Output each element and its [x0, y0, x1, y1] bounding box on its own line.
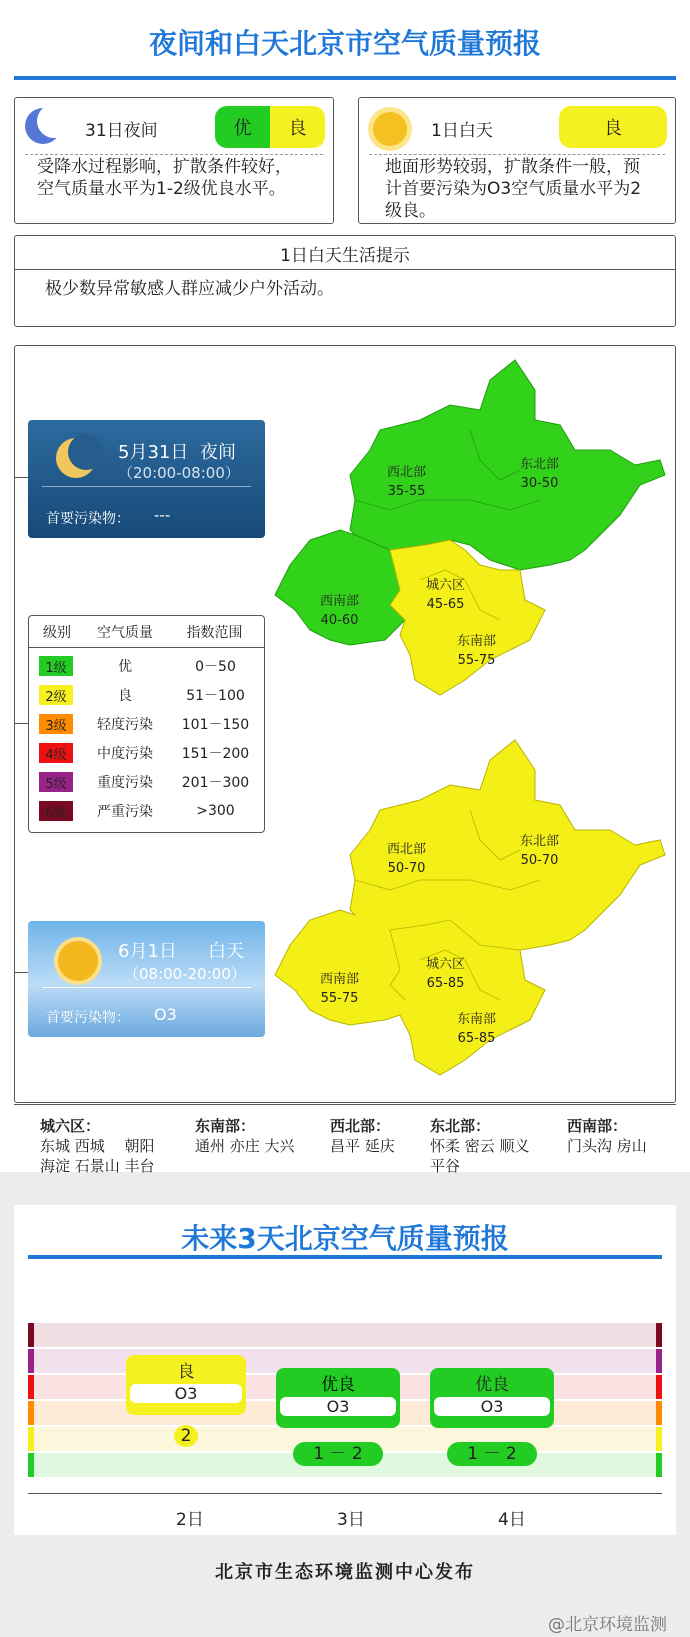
x-label-4: 4日	[498, 1510, 526, 1530]
legend-level-swatch: 4级	[39, 743, 73, 763]
day2-quality: 良	[177, 1362, 195, 1382]
weibo-watermark: @北京环境监测	[548, 1615, 667, 1635]
night-pollutant-label: 首要污染物：	[46, 511, 130, 527]
legend-level-swatch: 3级	[39, 714, 73, 734]
day-day-label: 1日白天	[431, 121, 493, 141]
forecast-day-4	[430, 1368, 554, 1466]
region-northeast: 东北部： 怀柔 密云 顺义 平谷	[430, 1117, 530, 1175]
day4-pollutant: O3	[434, 1397, 550, 1416]
legend-range: 51－100	[186, 688, 245, 704]
x-label-2: 2日	[176, 1510, 204, 1530]
legend-header-level: 级别	[43, 624, 71, 641]
forecast-day-3	[276, 1368, 400, 1466]
region-city: 城六区： 东城 西城 朝阳 海淀 石景山 丰台	[40, 1117, 155, 1175]
night-label-northwest: 西北部 35-55	[387, 465, 427, 499]
tips-text: 极少数异常敏感人群应减少户外活动。	[45, 279, 334, 299]
day4-level: 1 － 2	[447, 1442, 537, 1466]
night-level-pill	[215, 106, 325, 148]
legend-level-swatch: 1级	[39, 656, 73, 676]
night-label-city: 城六区 45-65	[426, 578, 466, 612]
legend-level-swatch: 2级	[39, 685, 73, 705]
day-summary-text: 地面形势较弱，扩散条件一般，预计首要污染为O3空气质量水平为2级良。	[385, 157, 642, 221]
day-label-southwest: 西南部 55-75	[320, 972, 360, 1006]
tick	[14, 477, 28, 478]
region-southwest: 西南部： 门头沟 房山	[567, 1117, 647, 1155]
page-title: 夜间和白天北京市空气质量预报	[148, 27, 541, 60]
x-axis	[28, 1493, 662, 1494]
night-label-southeast: 东南部 55-75	[457, 634, 497, 668]
x-label-3: 3日	[337, 1510, 365, 1530]
legend-range: 151－200	[181, 746, 250, 762]
legend-range: 201－300	[181, 775, 250, 791]
day-panel-time: （08:00-20:00）	[124, 965, 246, 983]
sun-icon	[373, 112, 407, 146]
region-southeast: 东南部： 通州 亦庄 大兴	[195, 1117, 295, 1155]
legend-row	[29, 739, 266, 767]
day-panel-date: 6月1日	[118, 941, 177, 962]
card-divider	[369, 154, 665, 155]
day-label-northeast: 东北部 50-70	[520, 834, 560, 868]
region-northwest: 西北部： 昌平 延庆	[330, 1117, 395, 1155]
day2-level: 2	[174, 1425, 198, 1447]
night-period-panel	[28, 420, 265, 538]
day-label-southeast: 东南部 65-85	[457, 1012, 497, 1046]
aqi-band-6	[28, 1323, 662, 1347]
night-day-label: 31日夜间	[85, 121, 158, 141]
sun-icon	[58, 941, 98, 981]
day-label-city: 城六区 65-85	[426, 957, 466, 991]
legend-quality: 中度污染	[97, 746, 153, 762]
day-level-pill	[559, 106, 667, 148]
night-summary-card	[14, 97, 334, 224]
day-panel-period: 白天	[208, 941, 244, 962]
night-panel-date: 5月31日	[118, 442, 189, 463]
night-label-southwest: 西南部 40-60	[320, 594, 360, 628]
day-period-panel	[28, 921, 265, 1037]
forecast-day-2	[126, 1355, 246, 1447]
day-label-northwest: 西北部 50-70	[387, 842, 427, 876]
day2-pollutant: O3	[130, 1384, 242, 1403]
forecast-card	[14, 1205, 676, 1535]
map-area-divider	[14, 1104, 676, 1105]
night-panel-time: （20:00-08:00）	[118, 464, 240, 482]
legend-quality: 良	[118, 688, 132, 704]
tick	[14, 972, 28, 973]
level-good: 良	[270, 106, 325, 148]
day-pollutant-label: 首要污染物：	[46, 1010, 130, 1026]
night-label-northeast: 东北部 30-50	[520, 457, 560, 491]
day3-pollutant: O3	[280, 1397, 396, 1416]
legend-row	[29, 652, 266, 680]
legend-level-swatch: 6级	[39, 801, 73, 821]
tick	[14, 723, 28, 724]
tips-title: 1日白天生活提示	[280, 246, 410, 266]
legend-quality: 轻度污染	[97, 717, 153, 733]
night-panel-period: 夜间	[200, 442, 236, 463]
moon-icon	[25, 108, 61, 144]
day-summary-card	[358, 97, 676, 224]
level-good: 良	[559, 106, 667, 148]
legend-quality: 重度污染	[97, 775, 153, 791]
life-tips-card	[14, 235, 676, 327]
legend-level-swatch: 5级	[39, 772, 73, 792]
publisher-text: 北京市生态环境监测中心发布	[215, 1562, 475, 1583]
title-underline	[14, 76, 676, 80]
legend-header-range: 指数范围	[186, 624, 243, 641]
legend-range: 101－150	[181, 717, 250, 733]
legend-row	[29, 681, 266, 709]
night-summary-text: 受降水过程影响，扩散条件较好，空气质量水平为1-2级优良水平。	[37, 157, 292, 199]
legend-quality: 优	[118, 659, 132, 675]
aqi-legend	[28, 615, 265, 833]
legend-quality: 严重污染	[97, 804, 153, 820]
level-excellent: 优	[215, 106, 270, 148]
forecast-title: 未来3天北京空气质量预报	[181, 1222, 509, 1255]
legend-header-quality: 空气质量	[97, 624, 153, 641]
legend-row	[29, 768, 266, 796]
card-divider	[25, 154, 323, 155]
legend-row	[29, 710, 266, 738]
night-pollutant-value: ---	[154, 506, 171, 524]
day3-quality: 优良	[321, 1375, 355, 1395]
day-pollutant-value: O3	[154, 1005, 177, 1024]
legend-range: 0－50	[195, 659, 236, 675]
legend-row	[29, 797, 266, 825]
forecast-title-underline	[28, 1255, 662, 1259]
day4-quality: 优良	[475, 1375, 509, 1395]
day3-level: 1 － 2	[293, 1442, 383, 1466]
tips-divider	[15, 269, 675, 270]
legend-range: >300	[196, 803, 235, 819]
